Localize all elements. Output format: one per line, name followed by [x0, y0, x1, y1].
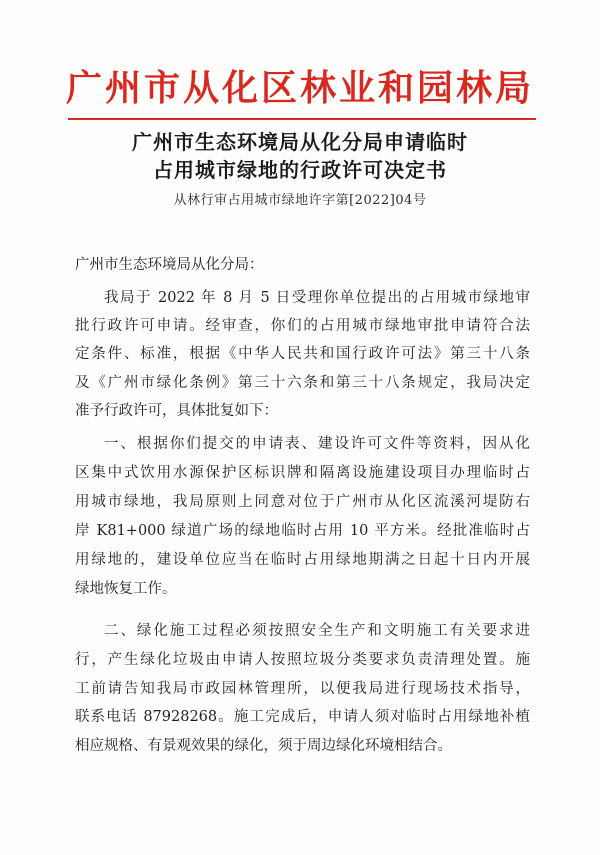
paragraph-2-line: 区集中式饮用水源保护区标识牌和隔离设施建设项目办理临时占 — [75, 465, 530, 481]
paragraph-1-line: 准予行政许可，具体批复如下： — [75, 403, 278, 419]
paragraph-1-line: 我局于 2022 年 8 月 5 日受理你单位提出的占用城市绿地审 — [104, 290, 530, 306]
paragraph-3-line: 二、绿化施工过程必须按照安全生产和文明施工有关要求进 — [104, 623, 530, 639]
paragraph-1-line: 及《广州市绿化条例》第三十六条和第三十八条规定，我局决定 — [75, 375, 530, 391]
letterhead-org-name: 广州市从化区林业和园林局 — [65, 67, 534, 109]
paragraph-2-line: 岸 K81+000 绿道广场的绿地临时占用 10 平方米。经批准临时占 — [75, 523, 530, 539]
letterhead-red-rule — [68, 118, 536, 120]
paragraph-2-line: 用绿地的，建设单位应当在临时占用绿地期满之日起十日内开展 — [75, 552, 530, 568]
salutation: 广州市生态环境局从化分局： — [75, 257, 264, 273]
paragraph-3-line: 工前请告知我局市政园林管理所，以便我局进行现场技术指导， — [75, 681, 530, 697]
document-title-line-2: 占用城市绿地的行政许可决定书 — [153, 158, 447, 182]
paragraph-3-line: 联系电话 87928268。施工完成后，申请人须对临时占用绿地补植 — [75, 709, 530, 725]
paragraph-2-line: 绿地恢复工作。 — [75, 581, 177, 597]
paragraph-3-line: 相应规格、有景观效果的绿化，须于周边绿化环境相结合。 — [75, 738, 452, 754]
paragraph-1-line: 批行政许可申请。经审查，你们的占用城市绿地审批申请符合法 — [75, 318, 530, 334]
paragraph-3-line: 行，产生绿化垃圾由申请人按照垃圾分类要求负责清理处置。施 — [75, 652, 530, 668]
paragraph-2-line: 一、根据你们提交的申请表、建设许可文件等资料，因从化 — [104, 436, 530, 452]
paragraph-1-line: 定条件、标准，根据《中华人民共和国行政许可法》第三十八条 — [75, 346, 530, 362]
paragraph-2-line: 用城市绿地，我局原则上同意对位于广州市从化区流溪河堤防右 — [75, 494, 530, 510]
document-number: 从林行审占用城市绿地许字第[2022]04号 — [173, 193, 427, 208]
document-title-line-1: 广州市生态环境局从化分局申请临时 — [132, 130, 468, 154]
